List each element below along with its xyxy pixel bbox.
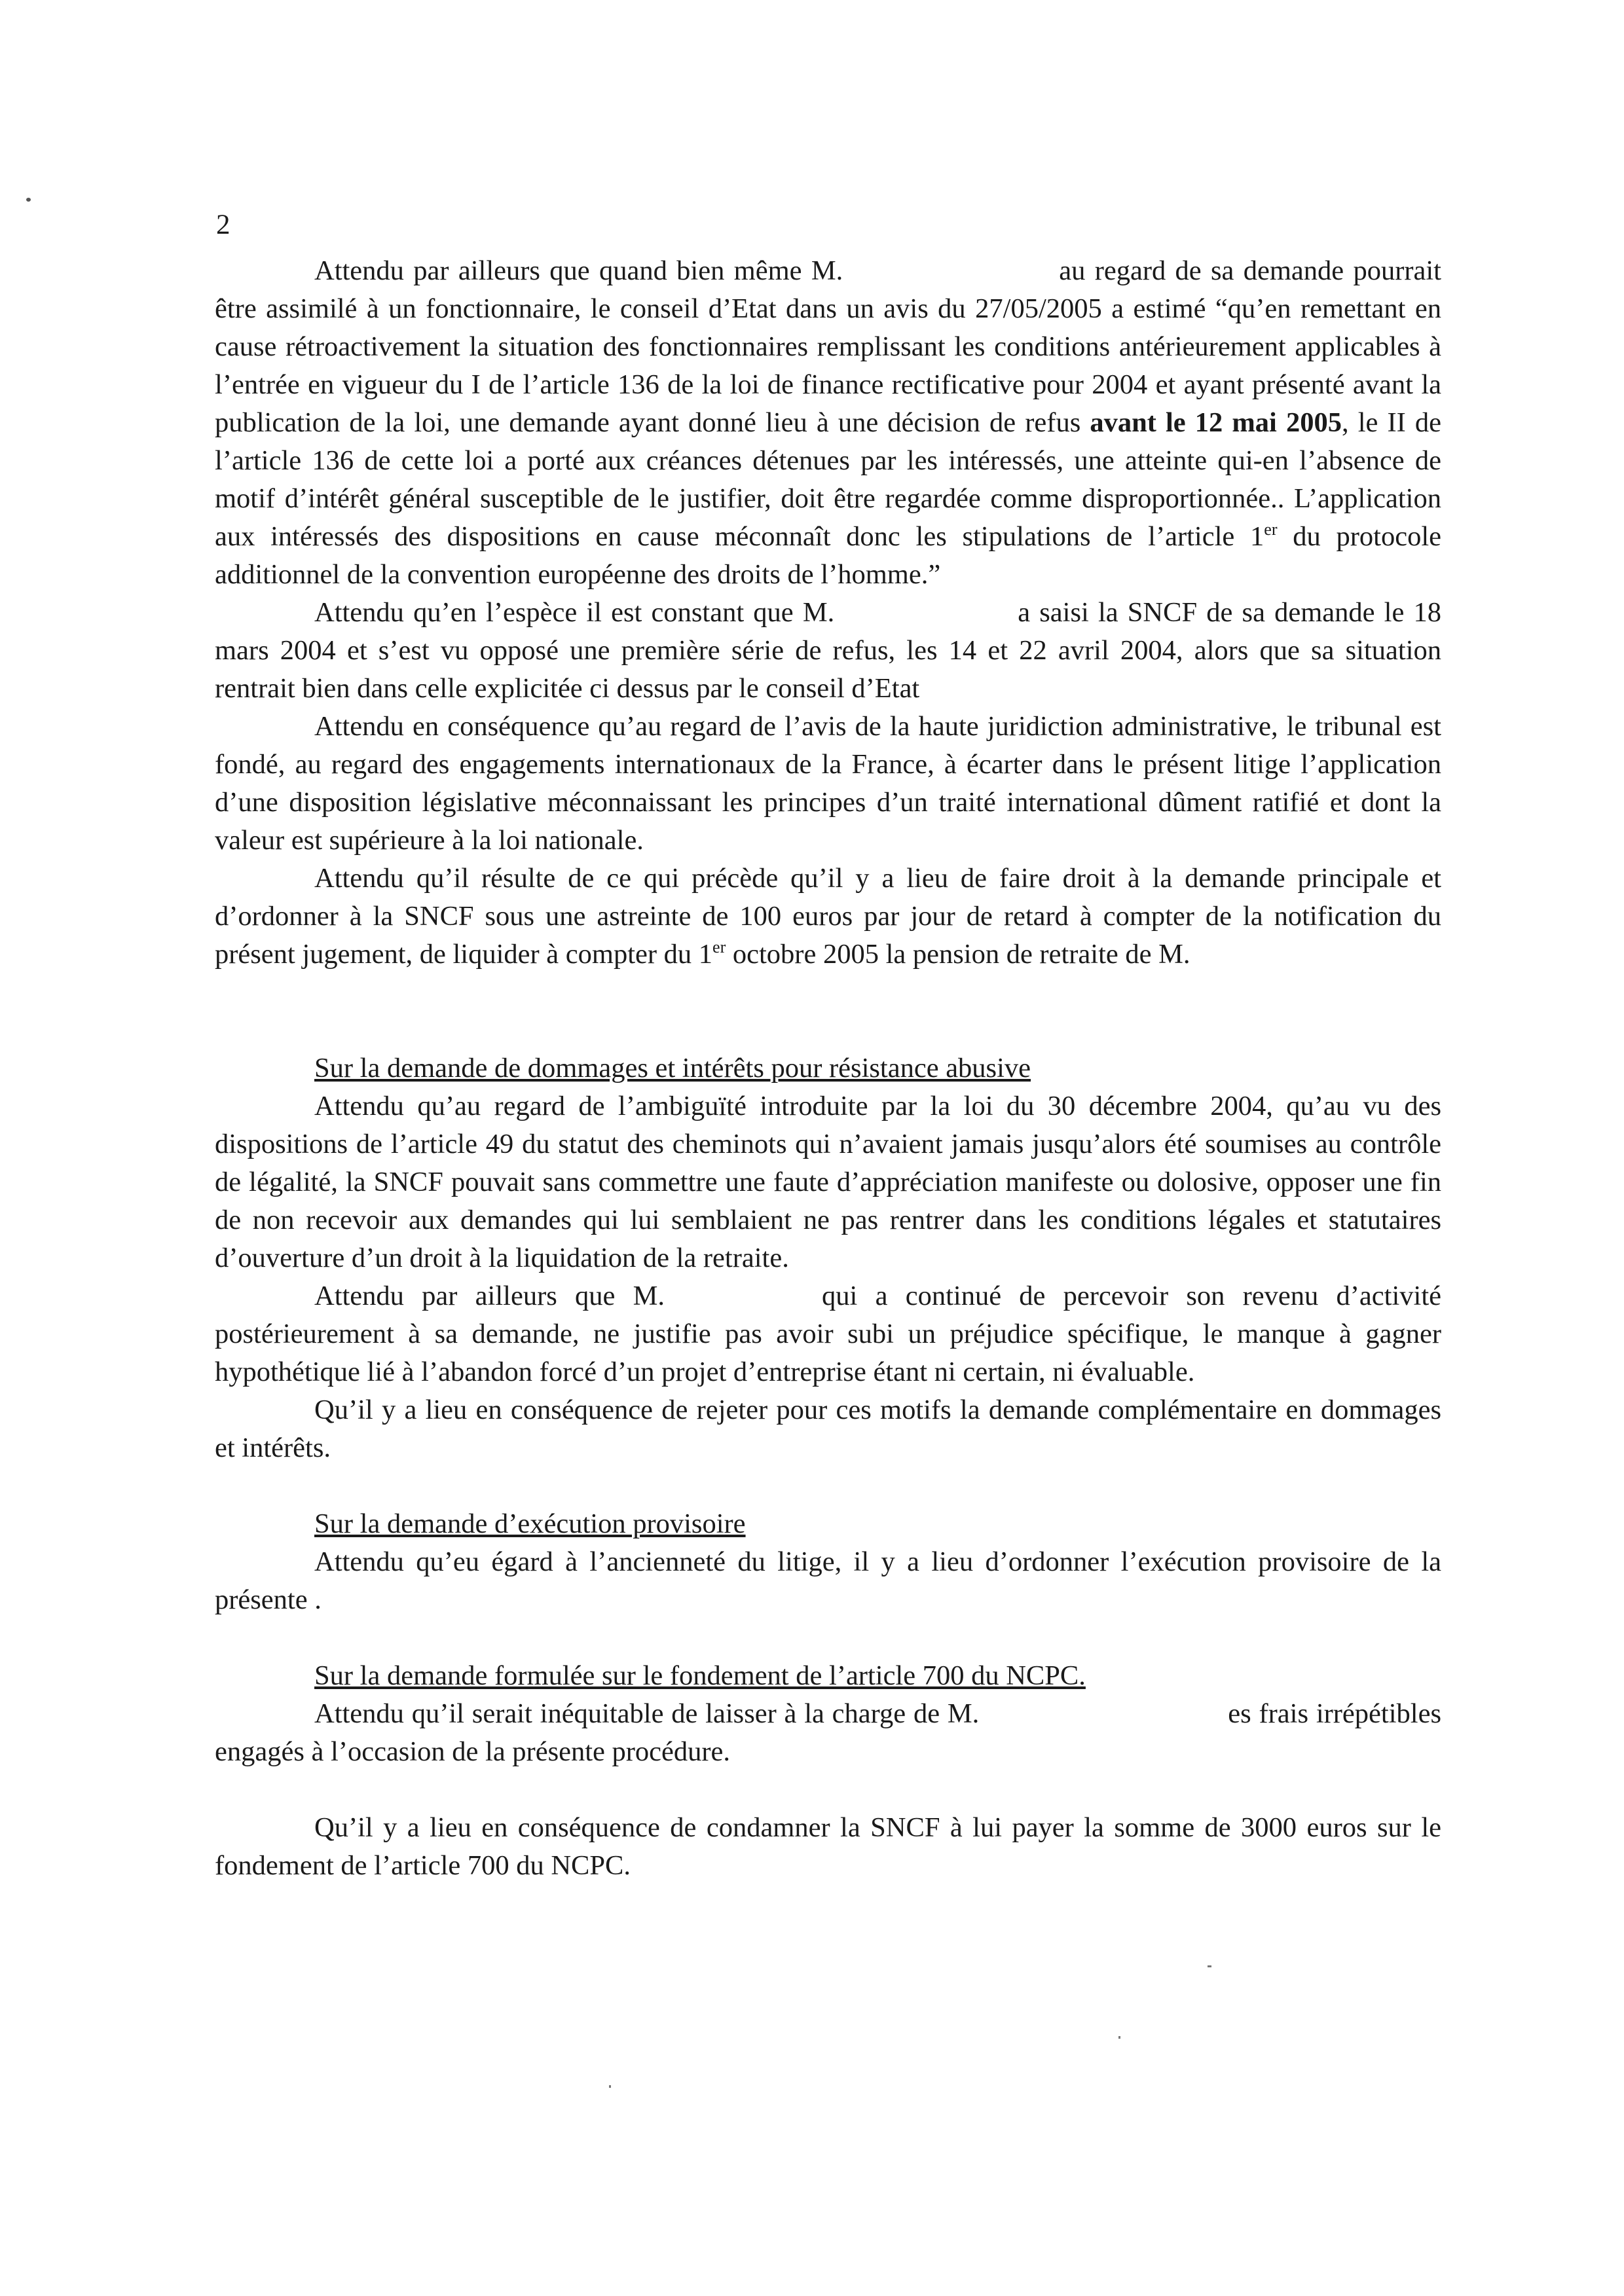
scan-mark (609, 2085, 611, 2088)
superscript: er (712, 938, 726, 957)
paragraph-text: qui a continué de percevoir son revenu d’activité postérieurement à sa demande, ne justifie pas avoir subi un préjudice spécifique, le manque à gagner hypothétique lié à l’abandon forcé d’un projet d’entreprise étant ni certain, ni évaluable. (215, 1281, 1441, 1387)
scan-speck (26, 198, 31, 202)
paragraph-text: au regard de sa demande pourrait être assimilé à un fonctionnaire, le conseil d’Etat dans un avis du 27/05/2005 a estimé “qu’en remettant en cause rétroactivement la situation des fonctionnaires remplissant les conditions antérieurement applicables à l’entrée en vigueur du I de l’article 136 de la loi de finance rectificative pour 2004 et ayant présenté avant la publication de la loi, une demande ayant donné lieu à une décision de refus (215, 255, 1441, 438)
bold-date: avant le 12 mai 2005 (1090, 407, 1342, 438)
paragraph-condamnation: Qu’il y a lieu en conséquence de condamner la SNCF à lui payer la somme de 3000 euros sur le fondement de l’article 700 du NCPC. (215, 1812, 1441, 1881)
paragraph-ambiguite: Attendu qu’au regard de l’ambiguïté introduite par la loi du 30 décembre 2004, qu’au vu des dispositions de l’article 49 du statut des cheminots qui n’avaient jamais jusqu’alors été soumises au contrôle de légalité, la SNCF pouvait sans commettre une faute d’appréciation manifeste ou dolosive, opposer une fin de non recevoir aux demandes qui lui semblaient ne pas rentrer dans les conditions légales et statutaires d’ouverture d’un droit à la liquidation de la retraite. (215, 1091, 1441, 1273)
paragraph-text: Attendu par ailleurs que quand bien même M. (314, 255, 843, 286)
paragraph-text: du protocole additionnel de la convention européenne des droits de l’homme.” (215, 521, 1442, 590)
paragraph-conseil-etat-avis (215, 252, 1441, 594)
paragraph-text: Attendu qu’en l’espèce il est constant que M. (314, 597, 835, 628)
heading-article-700: Sur la demande formulée sur le fondement de l’article 700 du NCPC. (314, 1660, 1086, 1691)
paragraph-prejudice (215, 1277, 1441, 1391)
paragraph-consequence: Attendu en conséquence qu’au regard de l’avis de la haute juridiction administrative, le tribunal est fondé, au regard des engagements internationaux de la France, à écarter dans le présent litige l’application d’une disposition législative méconnaissant les principes d’un traité international dûment ratifié et dont la valeur est supérieure à la loi nationale. (215, 711, 1441, 856)
paragraph-demande-principale (215, 860, 1441, 974)
heading-dommages-interets: Sur la demande de dommages et intérêts pour résistance abusive (314, 1053, 1031, 1084)
judgment-text (215, 252, 1441, 1885)
page-number: 2 (216, 210, 231, 240)
paragraph-text: Attendu qu’il résulte de ce qui précède qu’il y a lieu de faire droit à la demande principale et d’ordonner à la SNCF sous une astreinte de 100 euros par jour de retard à compter de la notification du présent jugement, de liquider à compter du 1 (215, 863, 1441, 970)
paragraph-text: es frais irrépétibles engagés à l’occasion de la présente procédure. (215, 1698, 1441, 1767)
heading-execution-provisoire: Sur la demande d’exécution provisoire (314, 1508, 746, 1539)
paragraph-text: Attendu par ailleurs que M. (314, 1281, 665, 1311)
paragraph-rejet: Qu’il y a lieu en conséquence de rejeter pour ces motifs la demande complémentaire en dommages et intérêts. (215, 1394, 1441, 1463)
paragraph-espece (215, 594, 1441, 708)
paragraph-frais (215, 1695, 1441, 1771)
paragraph-text: octobre 2005 la pension de retraite de M. (726, 939, 1190, 970)
paragraph-execution: Attendu qu’eu égard à l’ancienneté du litige, il y a lieu d’ordonner l’exécution provisoire de la présente . (215, 1546, 1441, 1615)
scan-mark (1208, 1965, 1211, 1967)
paragraph-text: , le II de l’article 136 de cette loi a porté aux créances détenues par les intéressés, une atteinte qui-en l’absence de motif d’intérêt général susceptible de le justifier, doit être regardée comme disproportionnée.. L’application aux intéressés des dispositions en cause méconnaît donc les stipulations de l’article 1 (215, 407, 1441, 552)
paragraph-text: a saisi la SNCF de sa demande le 18 mars 2004 et s’est vu opposé une première série de refus, les 14 et 22 avril 2004, alors que sa situation rentrait bien dans celle explicitée ci dessus par le conseil d’Etat (215, 597, 1441, 704)
scan-mark (1118, 2036, 1120, 2039)
superscript: er (1264, 520, 1278, 539)
paragraph-text: Attendu qu’il serait inéquitable de laisser à la charge de M. (314, 1698, 980, 1729)
